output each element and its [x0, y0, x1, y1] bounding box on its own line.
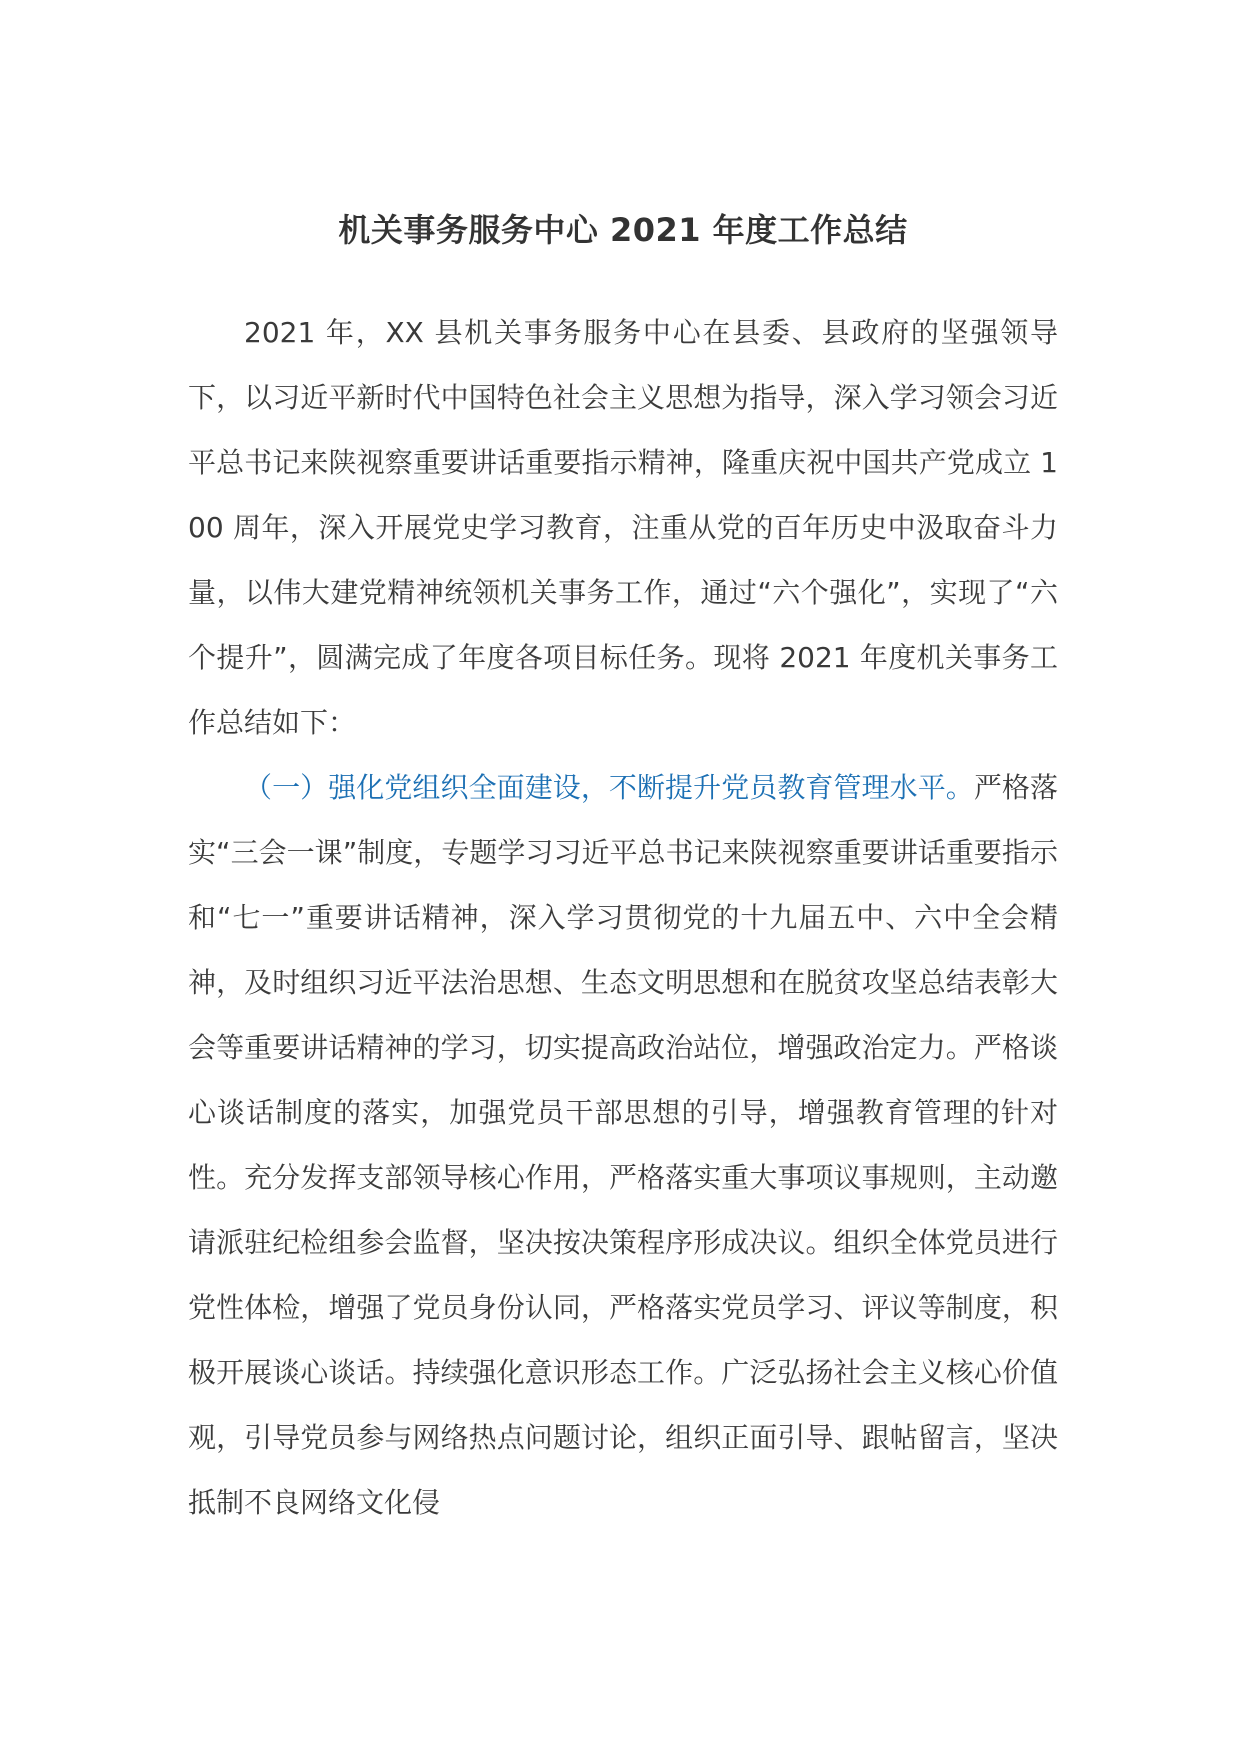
- document-body: [188, 300, 1058, 1535]
- section-one-heading: （一）强化党组织全面建设，不断提升党员教育管理水平。: [244, 771, 974, 804]
- document-title: 机关事务服务中心 2021 年度工作总结: [338, 211, 908, 249]
- intro-paragraph: [188, 300, 1058, 755]
- section-one-text: 严格落实“三会一课”制度，专题学习习近平总书记来陕视察重要讲话重要指示和“七一”重要讲话精神，深入学习贯彻党的十九届五中、六中全会精神，及时组织习近平法治思想、生态文明思想和在脱贫攻坚总结表彰大会等重要讲话精神的学习，切实提高政治站位，增强政治定力。严格谈心谈话制度的落实，加强党员干部思想的引导，增强教育管理的针对性。充分发挥支部领导核心作用，严格落实重大事项议事规则，主动邀请派驻纪检组参会监督，坚决按决策程序形成决议。组织全体党员进行党性体检，增强了党员身份认同，严格落实党员学习、评议等制度，积极开展谈心谈话。持续强化意识形态工作。广泛弘扬社会主义核心价值观，引导党员参与网络热点问题讨论，组织正面引导、跟帖留言，坚决抵制不良网络文化侵: [188, 771, 1058, 1519]
- intro-paragraph-text: 2021 年，XX 县机关事务服务中心在县委、县政府的坚强领导下，以习近平新时代中国特色社会主义思想为指导，深入学习领会习近平总书记来陕视察重要讲话重要指示精神，隆重庆祝中国共产党成立 100 周年，深入开展党史学习教育，注重从党的百年历史中汲取奋斗力量，以伟大建党精神统领机关事务工作，通过“六个强化”，实现了“六个提升”，圆满完成了年度各项目标任务。现将 2021 年度机关事务工作总结如下：: [188, 316, 1058, 739]
- section-one-paragraph: [188, 755, 1058, 1535]
- document-page: [188, 200, 1058, 1535]
